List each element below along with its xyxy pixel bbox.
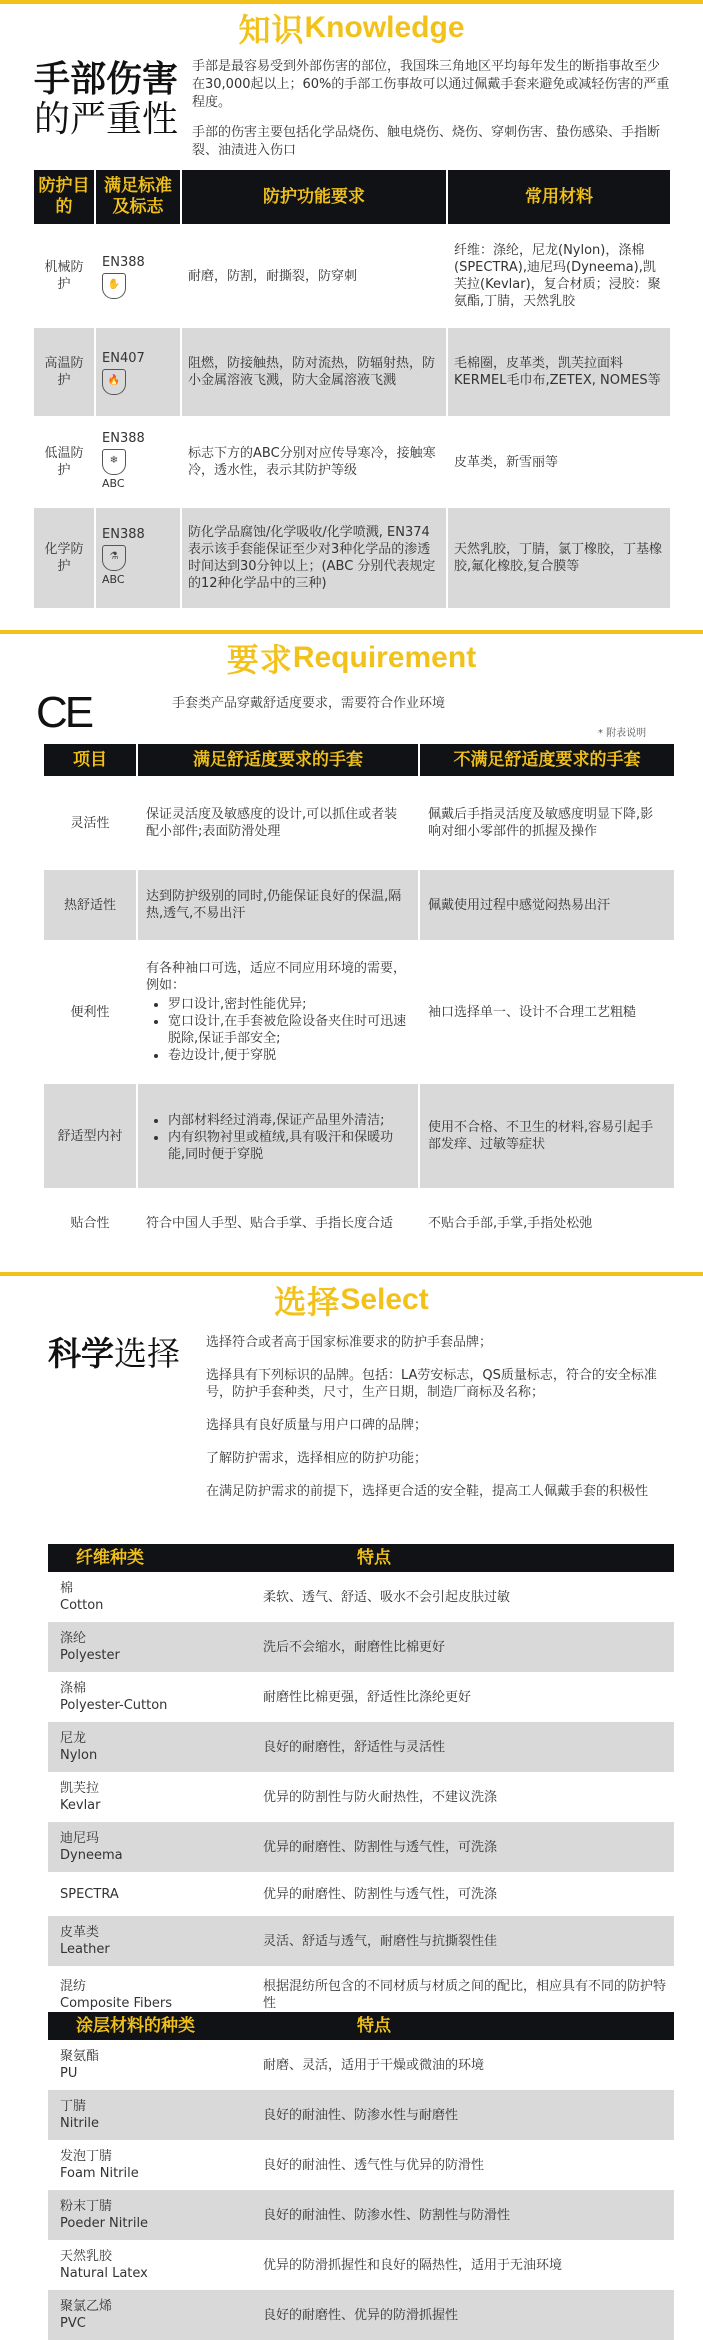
coating-feature: 优异的防滑抓握性和良好的隔热性，适用于无油环境	[263, 2257, 563, 2273]
comfort-header-good: 满足舒适度要求的手套	[137, 744, 419, 776]
comfort-bad: 袖口选择单一、设计不合理工艺粗糙	[419, 940, 674, 1084]
appendix-note: * 附表说明	[598, 728, 647, 739]
comfort-header-bad: 不满足舒适度要求的手套	[419, 744, 674, 776]
protection-material: 皮革类，新雪丽等	[447, 416, 670, 508]
select-banner-en: Select	[340, 1283, 429, 1316]
comfort-bad: 使用不合格、不卫生的材料,容易引起手部发痒、过敏等症状	[419, 1084, 674, 1188]
table-row	[48, 1916, 674, 1966]
standard-letters: ABC	[102, 573, 125, 586]
comfort-row	[44, 1084, 674, 1188]
protection-requirement: 耐磨，防割，耐撕裂，防穿刺	[181, 224, 447, 328]
coating-en: Natural Latex	[60, 2266, 148, 2281]
table-row	[48, 2140, 674, 2190]
fiber-cn: 凯芙拉	[60, 1781, 100, 1796]
select-paragraphs	[206, 1334, 682, 1516]
fiber-en: Dyneema	[60, 1848, 123, 1863]
comfort-item: 灵活性	[70, 815, 110, 831]
select-banner	[0, 1272, 703, 1324]
protection-header-standard: 满足标准及标志	[95, 170, 181, 224]
protection-purpose: 高温防护	[34, 328, 95, 416]
fiber-en: Polyester-Cutton	[60, 1698, 168, 1713]
comfort-item: 贴合性	[70, 1215, 110, 1231]
list-item: • 内部材料经过消毒,保证产品里外清洁;	[168, 1112, 410, 1129]
fiber-feature: 良好的耐磨性，舒适性与灵活性	[257, 1722, 674, 1772]
coating-feature: 良好的耐油性、防渗水性与耐磨性	[257, 2090, 674, 2140]
select-title-rest: 选择	[114, 1334, 180, 1373]
comfort-item: 舒适型内衬	[44, 1084, 137, 1188]
coating-en: PVC	[60, 2316, 86, 2331]
coating-table	[48, 2012, 674, 2340]
standard-code: EN388	[102, 527, 145, 542]
hand-shield-icon: ✋	[102, 273, 126, 299]
standard-code: EN388	[102, 254, 145, 270]
coating-feature: 良好的耐油性、防渗水性、防割性与防滑性	[257, 2190, 674, 2240]
standard-code: EN407	[102, 350, 145, 366]
knowledge-intro-1: 手部是最容易受到外部伤害的部位，我国珠三角地区平均每年发生的断指事故至少在30,000起以上；60%的手部工伤事故可以通过佩戴手套来避免或减轻伤害的严重程度。	[192, 59, 670, 110]
comfort-bad: 佩戴使用过程中感觉闷热易出汗	[419, 870, 674, 940]
protection-material: 纤维：涤纶，尼龙(Nylon)，涤棉(SPECTRA),迪尼玛(Dyneema),凯芙拉(Kevlar)，复合材质；浸胶：聚氨酯,丁腈，天然乳胶	[447, 224, 670, 328]
comfort-good: 有各种袖口可选，适应不同应用环境的需要，例如：	[146, 961, 407, 993]
fiber-cn: 涤纶	[60, 1631, 87, 1646]
protection-material: 天然乳胶，丁腈，氯丁橡胶，丁基橡胶,氟化橡胶,复合膜等	[447, 508, 670, 608]
fiber-feature: 优异的防割性与防火耐热性，不建议洗涤	[263, 1789, 498, 1805]
list-item: • 宽口设计,在手套被危险设备夹住时可迅速脱除,保证手部安全;	[168, 1013, 410, 1047]
table-row	[48, 1772, 674, 1822]
fiber-feature: 洗后不会缩水，耐磨性比棉更好	[257, 1622, 674, 1672]
table-row	[48, 2240, 674, 2290]
protection-header-purpose: 防护目的	[34, 170, 95, 224]
requirement-banner-en: Requirement	[292, 641, 477, 674]
coating-en: Foam Nitrile	[60, 2166, 139, 2181]
knowledge-title-line2: 的严重性	[34, 99, 179, 140]
fiber-en: Cotton	[60, 1598, 104, 1613]
fiber-cn: 涤棉	[60, 1681, 87, 1696]
fiber-feature: 根据混纺所包含的不同材质与材质之间的配比，相应具有不同的防护特性	[263, 1979, 667, 2011]
protection-row	[34, 416, 670, 508]
flask-shield-icon: ⚗	[102, 545, 126, 571]
select-paragraph: 在满足防护需求的前提下，选择更合适的安全鞋，提高工人佩戴手套的积极性	[206, 1484, 649, 1499]
table-row	[48, 1822, 674, 1872]
protection-requirement: 标志下方的ABC分别对应传导寒冷，接触寒冷，透水性，表示其防护等级	[181, 416, 447, 508]
standard-code: EN388	[102, 431, 145, 446]
fiber-en: Leather	[60, 1942, 110, 1957]
fiber-header-feature: 特点	[257, 1544, 674, 1572]
table-row	[48, 1622, 674, 1672]
coating-en: Nitrile	[60, 2116, 99, 2131]
select-title	[48, 1334, 180, 1374]
coating-header-feature: 特点	[257, 2012, 674, 2040]
protection-table	[34, 170, 670, 608]
coating-feature: 耐磨、灵活，适用于干燥或微油的环境	[263, 2057, 485, 2073]
comfort-good: 达到防护级别的同时,仍能保证良好的保温,隔热,透气,不易出汗	[137, 870, 419, 940]
comfort-row	[44, 870, 674, 940]
comfort-row	[44, 1188, 674, 1258]
ce-mark: CE	[36, 688, 92, 737]
fiber-table	[48, 1544, 674, 2024]
protection-row	[34, 224, 670, 328]
ce-text: 手套类产品穿戴舒适度要求，需要符合作业环境	[172, 696, 446, 711]
table-row	[48, 2040, 674, 2090]
coating-en: Poeder Nitrile	[60, 2216, 149, 2231]
protection-purpose: 低温防护	[44, 446, 84, 478]
coating-cn: 天然乳胶	[60, 2249, 113, 2264]
protection-header-requirement: 防护功能要求	[181, 170, 447, 224]
fiber-en: Kevlar	[60, 1798, 101, 1813]
fiber-en: Nylon	[60, 1748, 98, 1763]
fiber-cn: SPECTRA	[60, 1886, 119, 1902]
coating-cn: 丁腈	[60, 2099, 87, 2114]
fiber-cn: 皮革类	[60, 1925, 100, 1940]
table-row	[48, 2090, 674, 2140]
knowledge-intro-2: 手部的伤害主要包括化学品烧伤、触电烧伤、烧伤、穿刺伤害、蛰伤感染、手指断裂、油渍进入伤口	[192, 125, 661, 158]
coating-cn: 聚氯乙烯	[60, 2299, 113, 2314]
coating-cn: 发泡丁腈	[60, 2149, 113, 2164]
table-row	[48, 1872, 674, 1916]
select-paragraph: 选择具有下列标识的品牌。包括：LA劳安标志，QS质量标志，符合的安全标准号，防护手套种类，尺寸，生产日期，制造厂商标及名称；	[206, 1368, 657, 1400]
table-row	[48, 1672, 674, 1722]
standard-letters: ABC	[102, 477, 125, 490]
snowflake-shield-icon: ❄	[102, 449, 126, 475]
list-item: • 卷边设计,便于穿脱	[168, 1047, 410, 1064]
fiber-feature: 柔软、透气、舒适、吸水不会引起皮肤过敏	[263, 1589, 511, 1605]
knowledge-banner-cn: 知识	[238, 12, 305, 48]
fiber-cn: 混纺	[60, 1979, 87, 1994]
knowledge-banner-en: Knowledge	[304, 11, 465, 44]
comfort-bad: 佩戴后手指灵活度及敏感度明显下降,影响对细小零部件的抓握及操作	[419, 776, 674, 870]
fiber-feature: 灵活、舒适与透气，耐磨性与抗撕裂性佳	[257, 1916, 674, 1966]
requirement-banner	[0, 630, 703, 682]
table-row	[48, 2290, 674, 2340]
coating-en: PU	[60, 2066, 78, 2081]
fiber-en: Composite Fibers	[60, 1996, 173, 2011]
protection-purpose: 化学防护	[34, 508, 95, 608]
select-banner-cn: 选择	[274, 1284, 341, 1320]
fiber-cn: 迪尼玛	[60, 1831, 100, 1846]
protection-row	[34, 328, 670, 416]
protection-requirement: 防化学品腐蚀/化学吸收/化学喷溅, EN374表示该手套能保证至少对3种化学品的渗透时间达到30分钟以上；(ABC 分别代表规定的12种化学品中的三种)	[181, 508, 447, 608]
fiber-en: Polyester	[60, 1648, 120, 1663]
list-item: • 内有织物衬里或植绒,具有吸汗和保暖功能,同时便于穿脱	[168, 1129, 410, 1163]
fiber-cn: 尼龙	[60, 1731, 87, 1746]
coating-feature: 良好的耐油性、透气性与优异的防滑性	[263, 2157, 485, 2173]
comfort-item: 热舒适性	[44, 870, 137, 940]
comfort-good: 保证灵活度及敏感度的设计,可以抓住或者装配小部件;表面防滑处理	[137, 776, 419, 870]
comfort-table	[44, 744, 674, 1258]
table-row	[48, 1572, 674, 1622]
knowledge-title-line1: 手部伤害	[34, 59, 179, 100]
fiber-feature: 优异的耐磨性、防割性与透气性，可洗涤	[263, 1886, 498, 1902]
select-title-bold: 科学	[48, 1334, 114, 1373]
flame-shield-icon: 🔥	[102, 369, 126, 395]
select-paragraph: 选择具有良好质量与用户口碑的品牌；	[206, 1418, 428, 1433]
coating-header-type: 涂层材料的种类	[48, 2012, 257, 2040]
fiber-feature: 优异的耐磨性、防割性与透气性，可洗涤	[257, 1822, 674, 1872]
protection-material: 毛棉圈，皮革类，凯芙拉面料 KERMEL毛巾布,ZETEX, NOMES等	[447, 328, 670, 416]
list-item: • 罗口设计,密封性能优异;	[168, 996, 410, 1013]
coating-cn: 粉末丁腈	[60, 2199, 113, 2214]
table-row	[48, 2190, 674, 2240]
comfort-good: 符合中国人手型、贴合手掌、手指长度合适	[137, 1188, 419, 1258]
table-row	[48, 1722, 674, 1772]
fiber-feature: 耐磨性比棉更强，舒适性比涤纶更好	[263, 1689, 472, 1705]
coating-cn: 聚氨酯	[60, 2049, 100, 2064]
protection-requirement: 阻燃，防接触热，防对流热，防辐射热，防小金属溶液飞溅，防大金属溶液飞溅	[181, 328, 447, 416]
protection-row	[34, 508, 670, 608]
comfort-item: 便利性	[70, 1004, 110, 1020]
comfort-good-list	[146, 1112, 410, 1163]
comfort-good-list	[146, 996, 410, 1064]
comfort-bad: 不贴合手部,手掌,手指处松弛	[419, 1188, 674, 1258]
knowledge-banner	[0, 0, 703, 52]
select-paragraph: 选择符合或者高于国家标准要求的防护手套品牌；	[206, 1335, 493, 1350]
select-paragraph: 了解防护需求，选择相应的防护功能；	[206, 1451, 428, 1466]
protection-header-material: 常用材料	[447, 170, 670, 224]
comfort-row	[44, 776, 674, 870]
requirement-banner-cn: 要求	[226, 642, 293, 678]
protection-purpose: 机械防护	[44, 260, 84, 292]
fiber-cn: 棉	[60, 1581, 74, 1596]
coating-feature: 良好的耐磨性、优异的防滑抓握性	[257, 2290, 674, 2340]
comfort-header-item: 项目	[44, 744, 137, 776]
fiber-header-type: 纤维种类	[48, 1544, 257, 1572]
comfort-row	[44, 940, 674, 1084]
